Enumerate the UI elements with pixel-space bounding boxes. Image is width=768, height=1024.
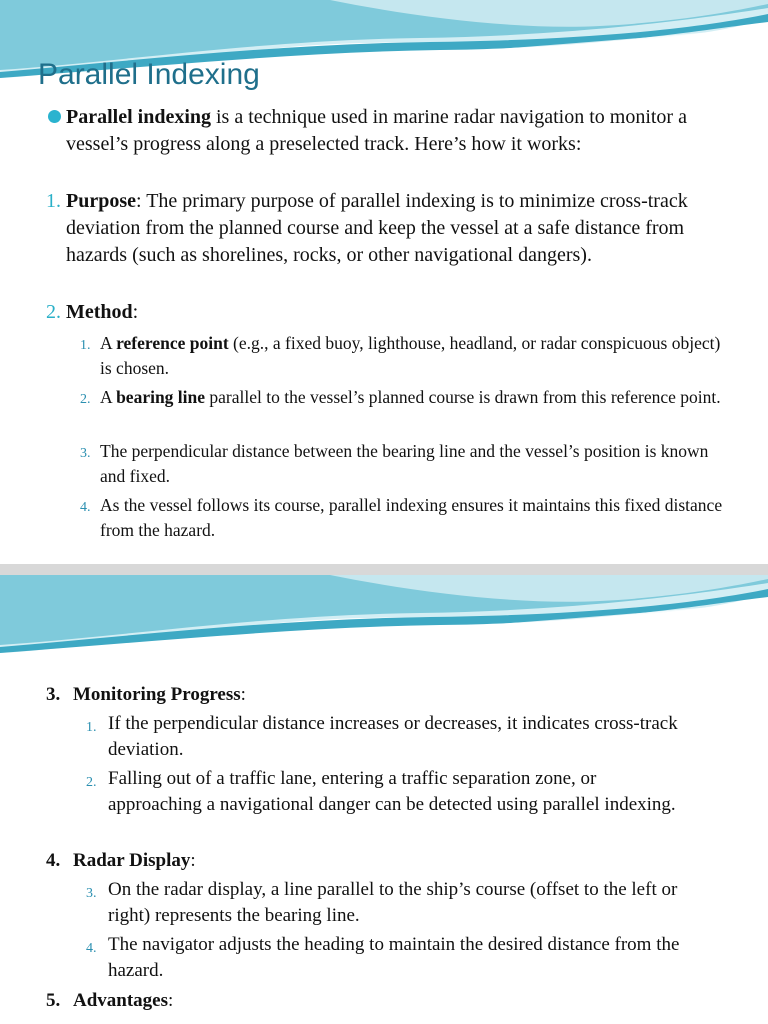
monitoring-number: 3. [46,684,61,705]
purpose-text [66,188,730,269]
monitoring-heading: Monitoring Progress: [73,684,246,705]
radar-number: 4. [46,850,61,871]
purpose-number: 1. [46,190,61,212]
subitem-text: If the perpendicular distance increases or decreases, it indicates cross-track deviation. [108,713,678,760]
subitem-text: The perpendicular distance between the bearing line and the vessel’s position is known and fixed. [100,441,709,486]
subitem-number: 3. [80,446,91,461]
subitem-text: A bearing line parallel to the vessel’s planned course is drawn from this reference point. [100,387,721,407]
subitem-text: On the radar display, a line parallel to the ship’s course (offset to the left or right) represents the bearing line. [108,879,678,926]
intro-bold: Parallel indexing [66,106,211,128]
purpose-bold: Purpose [66,190,136,212]
method-bold: Method [66,301,133,323]
subitem-number: 3. [86,886,97,901]
subitem-text: As the vessel follows its course, parallel indexing ensures it maintains this fixed distance from the hazard. [100,495,723,540]
subitem-text: Falling out of a traffic lane, entering a traffic separation zone, or approaching a navigational danger can be detected using parallel indexing. [108,768,676,815]
subitem-text: The navigator adjusts the heading to maintain the desired distance from the hazard. [108,934,680,981]
intro-text [66,104,706,158]
bullet-dot-icon [48,110,61,123]
method-number: 2. [46,301,61,323]
intro-rest: is a technique used in marine radar navigation to monitor a vessel’s progress along a preselected track. Here’s how it works: [66,106,687,155]
radar-heading: Radar Display: [73,850,196,871]
advantages-number: 5. [46,990,61,1011]
slide-2 [0,575,768,1024]
advantages-heading: Advantages: [73,990,174,1011]
purpose-rest: : The primary purpose of parallel indexing is to minimize cross-track deviation from the planned course and keep the vessel at a safe distance from hazards (such as shorelines, rocks, or other navigational dangers). [66,190,688,266]
subitem-number: 1. [86,720,97,735]
subitem-text: A reference point (e.g., a fixed buoy, lighthouse, headland, or radar conspicuous object) is chosen. [100,333,721,378]
subitem-number: 2. [80,392,91,407]
wave-header-decoration [0,575,768,670]
subitem-number: 2. [86,775,97,790]
method-heading [66,299,730,326]
subitem-number: 4. [86,941,97,956]
subitem-number: 1. [80,338,91,353]
slide-title: Parallel Indexing [38,58,260,91]
method-rest: : [132,301,139,323]
subitem-number: 4. [80,500,91,515]
